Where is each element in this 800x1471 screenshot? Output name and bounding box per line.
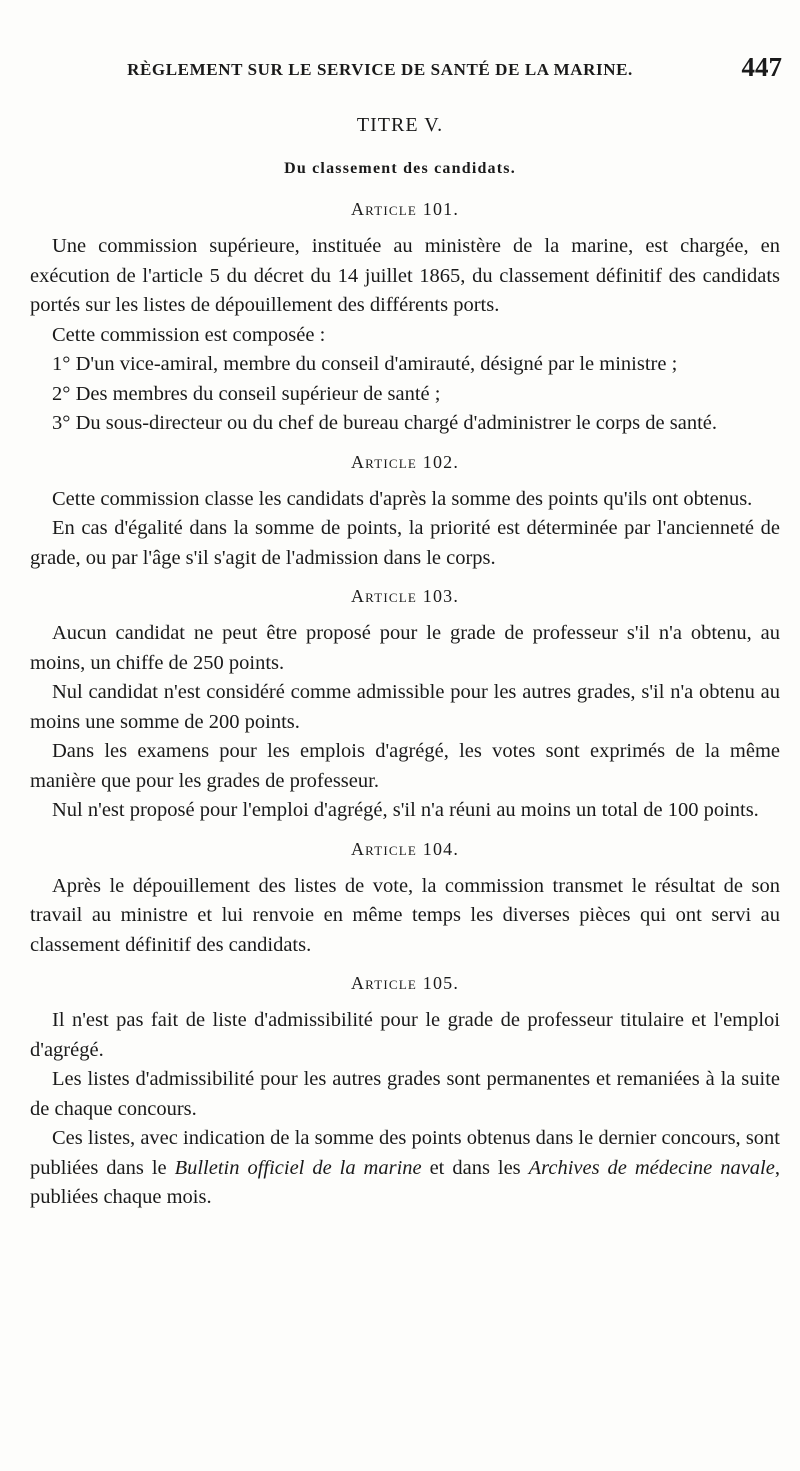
text-run: Ces listes, avec indication de la somme des points obtenus dans le dernier concours, sont publiées dans le [30,1127,780,1179]
article-heading: Article 102. [350,451,460,472]
publication-title-archives: Archives de médecine navale [528,1156,775,1179]
paragraph: Nul candidat n'est considéré comme admissible pour les autres grades, s'il n'a obtenu au moins une somme de 200 points. [30,681,780,733]
running-head: RÈGLEMENT SUR LE SERVICE DE SANTÉ DE LA MARINE. [127,60,633,79]
publication-title-bulletin: Bulletin officiel de la marine [174,1156,422,1179]
article-heading: Article 105. [350,973,460,993]
paragraph: 1° D'un vice-amiral, membre du conseil d'amirauté, désigné par le ministre ; [52,353,678,375]
text-run: et dans les [421,1156,529,1179]
article-105 [30,970,780,1213]
paragraph: Dans les examens pour les emplois d'agrégé, les votes sont exprimés de la même manière que pour les grades de professeur. [30,740,780,792]
page-header [18,52,782,88]
body-text [30,196,780,1213]
article-heading: Article 103. [350,586,460,606]
article-heading: Article 101. [350,199,460,219]
paragraph-publication [30,1124,780,1213]
page-number: 447 [741,52,782,82]
paragraph: Cette commission est composée : [52,323,326,346]
paragraph: Il n'est pas fait de liste d'admissibilité pour le grade de professeur titulaire et l'emploi d'agrégé. [30,1009,780,1061]
article-102 [30,449,780,574]
paragraph: 2° Des membres du conseil supérieur de santé ; [52,382,441,405]
paragraph: Après le dépouillement des listes de vote, la commission transmet le résultat de son travail au ministre et lui renvoie en même temps les diverses pièces qui ont servi au classement définitif des candidats. [30,874,780,956]
paragraph: Cette commission classe les candidats d'après la somme des points qu'ils ont obtenus. [52,487,753,510]
paragraph: Une commission supérieure, instituée au ministère de la marine, est chargée, en exécution de l'article 5 du décret du 14 juillet 1865, du classement définitif des candidats portés sur les listes de dépouillement des différents ports. [30,235,780,316]
paragraph: Nul n'est proposé pour l'emploi d'agrégé, s'il n'a réuni au moins un total de 100 points. [52,799,759,821]
article-103 [30,583,780,826]
section-subtitle: Du classement des candidats. [284,160,516,177]
article-101 [30,196,780,439]
section-title: TITRE V. [356,114,444,136]
paragraph: En cas d'égalité dans la somme de points, la priorité est déterminée par l'ancienneté de grade, ou par l'âge s'il s'agit de l'admission dans le corps. [30,517,780,569]
paragraph: Les listes d'admissibilité pour les autres grades sont permanentes et remaniées à la suite de chaque concours. [30,1068,780,1120]
paragraph: Aucun candidat ne peut être proposé pour le grade de professeur s'il n'a obtenu, au moins, un chiffe de 250 points. [30,622,780,674]
article-104 [30,836,780,961]
article-heading: Article 104. [350,838,460,859]
paragraph: 3° Du sous-directeur ou du chef de bureau chargé d'administrer le corps de santé. [52,412,717,434]
text-run: , publiées chaque mois. [30,1156,780,1208]
